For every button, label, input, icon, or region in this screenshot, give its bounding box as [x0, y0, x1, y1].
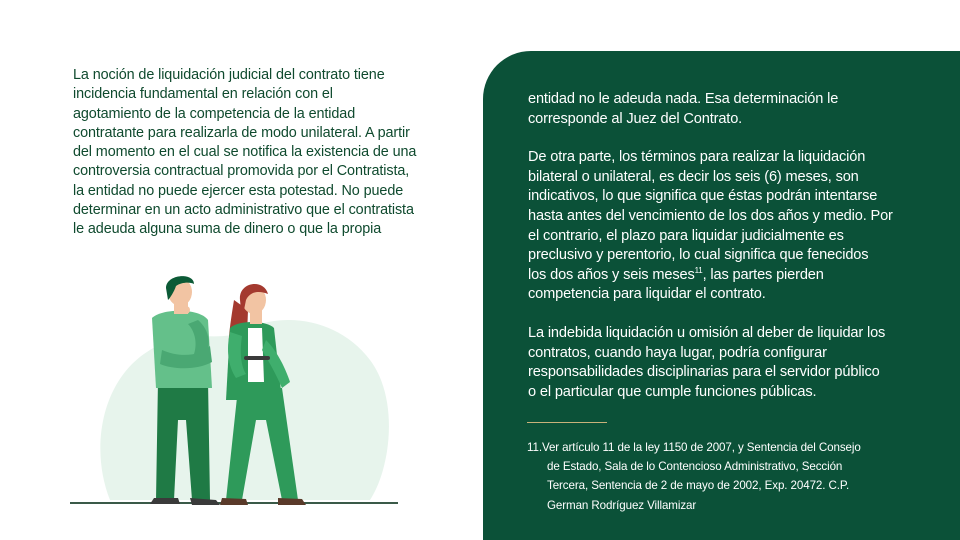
footnote-line: Tercera, Sentencia de 2 de mayo de 2002, Exp. 20472. C.P.: [547, 479, 850, 493]
paragraph-line: hasta antes del vencimiento de los dos años y medio. Por: [528, 207, 893, 224]
left-line: controversia contractual promovida por el Contratista,: [73, 163, 410, 180]
paragraph-line: entidad no le adeuda nada. Esa determinación le: [528, 91, 839, 107]
paragraph-line: La indebida liquidación u omisión al deber de liquidar los: [528, 324, 886, 341]
paragraph-line: el contrario, el plazo para liquidar judicialmente es: [528, 227, 844, 244]
footnote-ref: 11: [694, 265, 703, 275]
footnote-divider: [527, 422, 607, 423]
paragraph-line-with-footnote-ref: [528, 266, 928, 286]
text-segment: los dos años y seis meses: [528, 266, 695, 283]
paragraph-line: responsabilidades disciplinarias para el servidor público: [528, 364, 880, 381]
paragraph-line: indicativos, lo que significa que éstas podrán intentarse: [528, 188, 878, 205]
right-paragraphs: [528, 90, 928, 402]
left-line: incidencia fundamental en relación con el: [73, 86, 333, 103]
left-paragraph: [73, 66, 448, 240]
footnote-line: 11.Ver artículo 11 de la ley 1150 de 2007, y Sentencia del Consejo: [527, 441, 861, 454]
paragraph-line: preclusivo y perentorio, lo cual significa que fenecidos: [528, 247, 869, 264]
paragraph-line: contratos, cuando haya lugar, podría configurar: [528, 344, 827, 361]
left-line: contratante para realizarla de modo unilateral. A partir: [73, 124, 410, 141]
paragraph-line: bilateral o unilateral, es decir los seis (6) meses, son: [528, 168, 859, 185]
left-line: le adeuda alguna suma de dinero o que la propia: [73, 221, 382, 238]
paragraph-line: De otra parte, los términos para realizar la liquidación: [528, 149, 866, 166]
people-illustration: [70, 270, 400, 510]
footnote-line: German Rodríguez Villamizar: [547, 498, 697, 512]
paragraph-line: competencia para liquidar el contrato.: [528, 286, 766, 303]
footnote: [527, 438, 927, 515]
left-line: la entidad no puede ejercer esta potestad. No puede: [73, 182, 404, 199]
paragraph-line: o el particular que cumple funciones públicas.: [528, 383, 817, 400]
footnote-line: de Estado, Sala de lo Contencioso Administrativo, Sección: [547, 460, 843, 474]
left-line: La noción de liquidación judicial del contrato tiene: [73, 67, 385, 83]
left-line: agotamiento de la competencia de la entidad: [73, 105, 356, 122]
text-segment: , las partes pierden: [702, 266, 824, 283]
left-line: del momento en el cual se notifica la existencia de una: [73, 144, 417, 161]
paragraph-line: corresponde al Juez del Contrato.: [528, 110, 743, 127]
left-line: determinar en un acto administrativo que el contratista: [73, 202, 414, 219]
